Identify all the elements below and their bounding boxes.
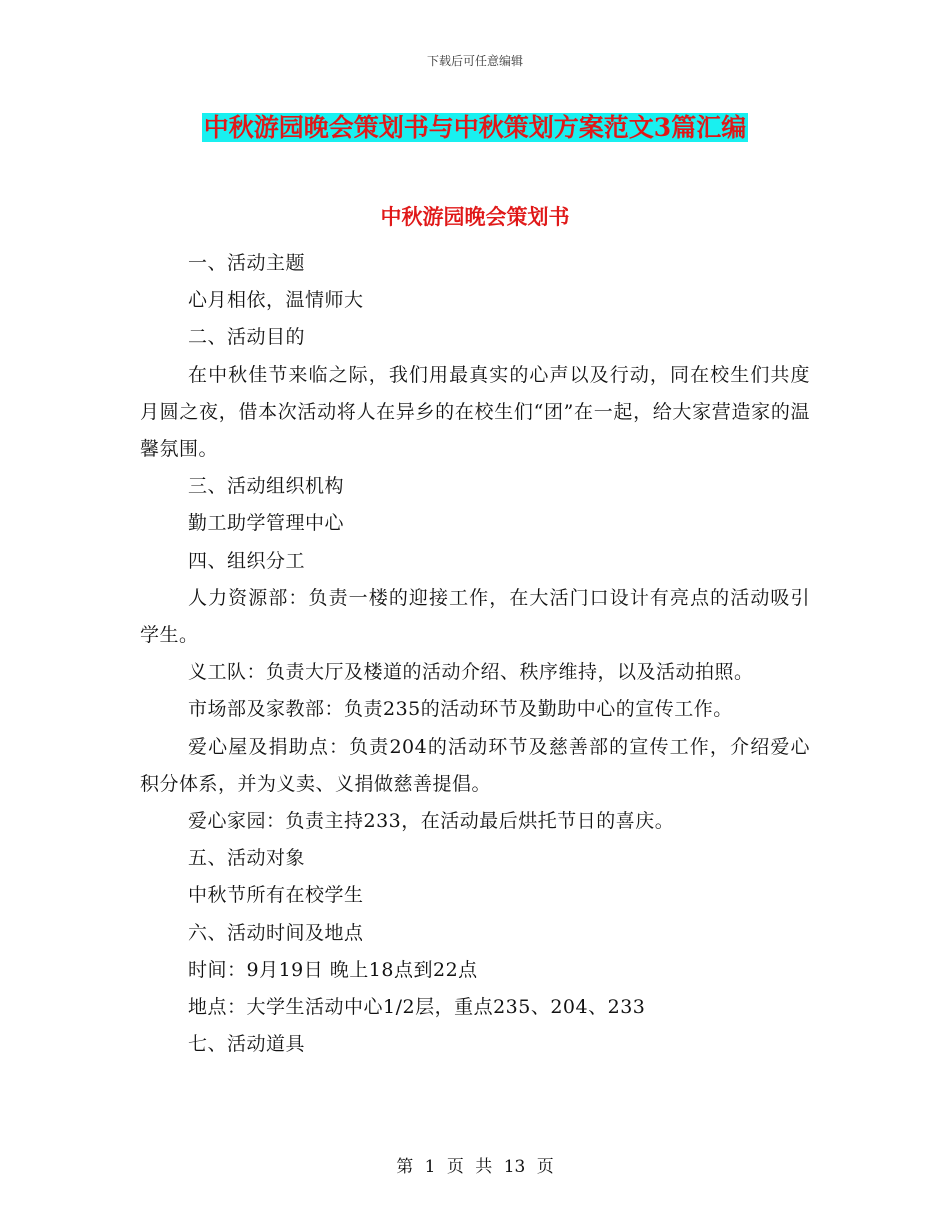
heading-activity-theme: 一、活动主题	[188, 252, 306, 274]
paragraph: 爱心家园：负责主持233，在活动最后烘托节日的喜庆。	[188, 810, 675, 833]
paragraph: 人力资源部：负责一楼的迎接工作，在大活门口设计有亮点的活动吸引学生。	[140, 586, 810, 647]
document-title	[0, 110, 950, 146]
page-footer: 第 1 页 共 13 页	[396, 1157, 554, 1177]
heading-organizer: 三、活动组织机构	[188, 475, 345, 498]
heading-activity-purpose: 二、活动目的	[188, 326, 306, 349]
heading-division-of-work: 四、组织分工	[188, 549, 306, 572]
heading-audience: 五、活动对象	[188, 847, 306, 870]
section-title: 中秋游园晚会策划书	[380, 204, 570, 229]
document-body	[140, 245, 810, 1063]
paragraph: 在中秋佳节来临之际，我们用最真实的心声以及行动，同在校生们共度月圆之夜，借本次活动将人在异乡的在校生们“团”在一起，给大家营造家的温馨氛围。	[140, 363, 810, 461]
paragraph: 市场部及家教部：负责235的活动环节及勤助中心的宣传工作。	[188, 698, 733, 721]
paragraph: 中秋节所有在校学生	[188, 884, 364, 907]
heading-props: 七、活动道具	[188, 1033, 306, 1056]
heading-time-and-place: 六、活动时间及地点	[188, 921, 364, 944]
paragraph: 心月相依，温情师大	[188, 289, 364, 312]
document-title-text: 中秋游园晚会策划书与中秋策划方案范文3篇汇编	[203, 113, 747, 142]
paragraph: 爱心屋及捐助点：负责204的活动环节及慈善部的宣传工作，介绍爱心积分体系，并为义卖、义捐做慈善提倡。	[140, 735, 810, 795]
paragraph: 义工队：负责大厅及楼道的活动介绍、秩序维持，以及活动拍照。	[188, 661, 754, 684]
paragraph: 勤工助学管理中心	[188, 512, 345, 535]
paragraph: 地点：大学生活动中心1/2层，重点235、204、233	[188, 996, 646, 1019]
header-note: 下载后可任意编辑	[426, 54, 523, 68]
paragraph: 时间：9月19日 晚上18点到22点	[188, 958, 478, 981]
